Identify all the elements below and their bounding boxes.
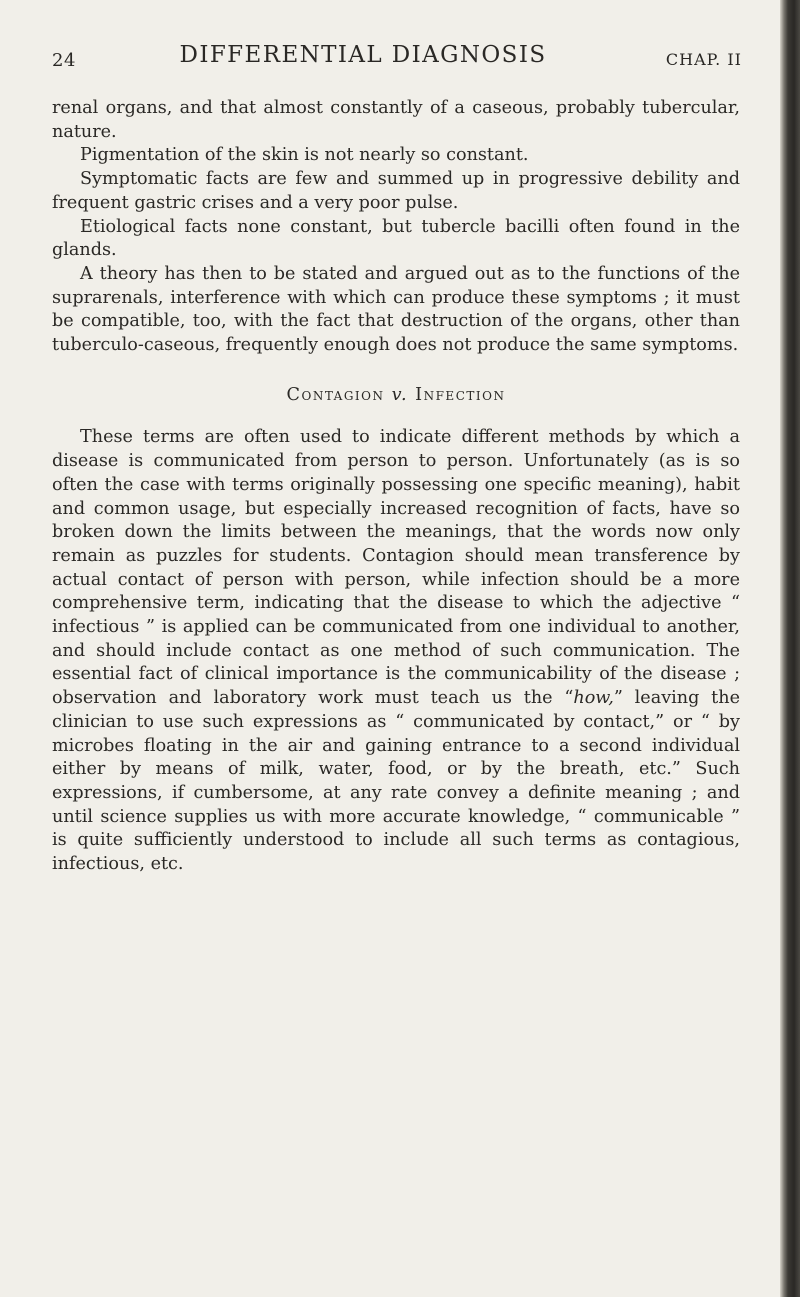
running-head: [52, 42, 742, 78]
paragraph: renal organs, and that almost constantly of a caseous, probably tubercular, nature.: [52, 98, 740, 142]
body-text: [52, 97, 740, 877]
running-title: [104, 42, 742, 68]
section-heading-left: Contagion: [286, 384, 385, 405]
paragraph: Pigmentation of the skin is not nearly so constant.: [80, 145, 529, 166]
paragraph: Etiological facts none constant, but tubercle bacilli often found in the glands.: [52, 216, 740, 261]
section-heading-right: Infection: [415, 384, 506, 405]
section-paragraph-part1: These terms are often used to indicate different methods by which a disease is communicated from person to person. Unfortunately (as is so often the case with terms originally possessing one specific meaning), habit and common usage, but especially increased recognition of facts, have so broken down the limits between the meanings, that the words now only remain as puzzles for students. Contagion should mean transference by actual contact of person with person, while infection should be a more comprehensive term, indicating that the disease to which the adjective “ infectious ” is applied can be communicated from one individual to another, and should include contact as one method of such communication. The essential fact of clinical importance is the communicability of the disease ; observation and laboratory work must teach us the “: [52, 427, 740, 709]
section-paragraph: [52, 426, 740, 876]
section-paragraph-italic: how,: [573, 688, 614, 709]
running-title-text: DIFFERENTIAL DIAGNOSIS: [179, 42, 547, 68]
chapter-mark: CHAP. II: [665, 50, 742, 69]
section-heading: [52, 384, 740, 408]
page-number: 24: [52, 50, 76, 71]
paragraph: Symptomatic facts are few and summed up in progressive debility and frequent gastric crises and a very poor pulse.: [52, 169, 740, 213]
section-paragraph-part2: ” leaving the clinician to use such expressions as “ communicated by contact,” or “ by microbes floating in the air and gaining entrance to a second individual either by means of milk, water, food, or by the breath, etc.” Such expressions, if cumbersome, at any rate convey a definite meaning ; and until science supplies us with more accurate knowledge, “ communicable ” is quite sufficiently understood to include all such terms as contagious, infectious, etc.: [52, 688, 740, 875]
section-heading-versus: v.: [391, 384, 409, 405]
page-edge: [780, 0, 800, 1297]
paragraph: A theory has then to be stated and argued out as to the functions of the suprarenals, interference with which can produce these symptoms ; it must be compatible, too, with the fact that destruction of the organs, other than tuberculo-caseous, frequently enough does not produce the same symptoms.: [52, 263, 740, 356]
